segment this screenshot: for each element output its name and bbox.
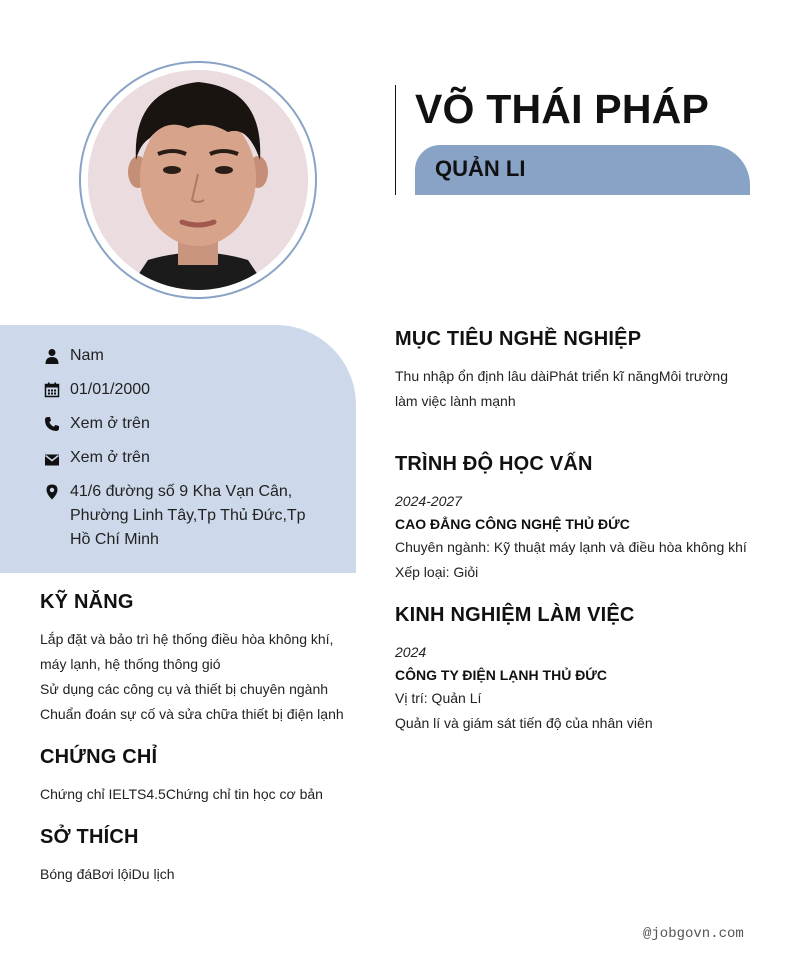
phone-icon: [44, 416, 60, 437]
experience-company: CÔNG TY ĐIỆN LẠNH THỦ ĐỨC: [395, 667, 608, 683]
education-grade: Xếp loại: Giỏi: [395, 564, 479, 580]
experience-position: Vị trí: Quản Lí: [395, 690, 482, 706]
location-pin-icon: [44, 484, 60, 505]
watermark: @jobgovn.com: [643, 926, 744, 942]
objective-heading: MỤC TIÊU NGHỀ NGHIỆP: [395, 328, 642, 350]
certificates-heading: CHỨNG CHỈ: [40, 746, 158, 768]
mail-icon: [44, 452, 60, 473]
candidate-name: VÕ THÁI PHÁP: [415, 86, 709, 132]
contact-email: Xem ở trên: [70, 449, 150, 466]
calendar-icon: [44, 382, 60, 403]
header-divider: [395, 85, 396, 195]
experience-year: 2024: [395, 644, 427, 660]
skill-item: Sử dụng các công cụ và thiết bị chuyên ngành: [40, 681, 329, 697]
objective-line-1: Thu nhập ổn định lâu dàiPhát triển kĩ năngMôi trường: [395, 368, 728, 384]
skills-heading: KỸ NĂNG: [40, 591, 134, 613]
candidate-role: QUẢN LI: [435, 156, 526, 181]
contact-address-line-3: Hồ Chí Minh: [70, 531, 159, 548]
contact-address-line-1: 41/6 đường số 9 Kha Vạn Cân,: [70, 483, 293, 500]
experience-heading: KINH NGHIỆM LÀM VIỆC: [395, 604, 635, 626]
contact-gender: Nam: [70, 347, 104, 364]
hobbies-heading: SỞ THÍCH: [40, 826, 139, 848]
person-icon: [44, 348, 60, 369]
contact-birthday: 01/01/2000: [70, 381, 151, 398]
skill-item: Lắp đặt và bảo trì hệ thống điều hòa không khí,: [40, 631, 334, 647]
education-school: CAO ĐẲNG CÔNG NGHỆ THỦ ĐỨC: [395, 516, 630, 532]
objective-line-2: làm việc lành mạnh: [395, 393, 516, 409]
experience-description: Quản lí và giám sát tiến độ của nhân viên: [395, 715, 653, 731]
profile-photo: [88, 70, 308, 290]
education-heading: TRÌNH ĐỘ HỌC VẤN: [395, 453, 593, 475]
contact-phone: Xem ở trên: [70, 415, 150, 432]
education-period: 2024-2027: [395, 493, 462, 509]
hobbies-text: Bóng đáBơi lộiDu lịch: [40, 866, 175, 882]
certificates-text: Chứng chỉ IELTS4.5Chứng chỉ tin học cơ bản: [40, 786, 323, 802]
contact-address-line-2: Phường Linh Tây,Tp Thủ Đức,Tp: [70, 507, 306, 524]
education-major: Chuyên ngành: Kỹ thuật máy lạnh và điều hòa không khí: [395, 539, 747, 555]
skill-item: Chuẩn đoán sự cố và sửa chữa thiết bị điện lạnh: [40, 706, 344, 722]
skill-item: máy lạnh, hệ thống thông gió: [40, 656, 221, 672]
